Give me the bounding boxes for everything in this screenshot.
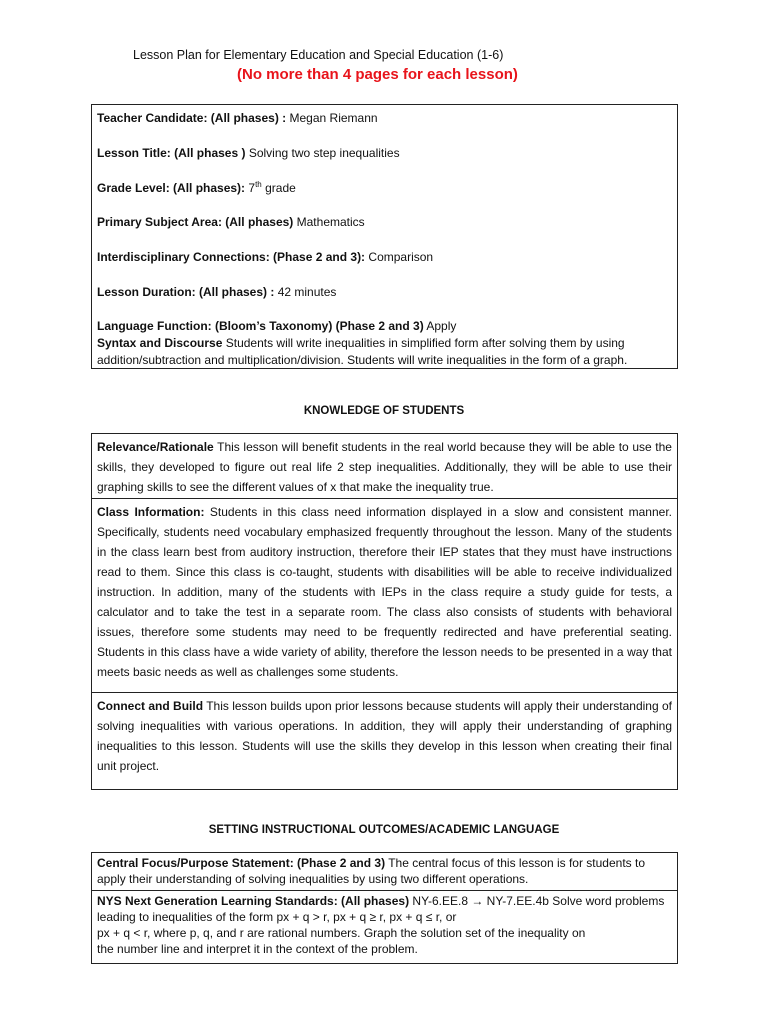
language-function-label: Language Function: (Bloom’s Taxonomy) (Phase 2 and 3) (97, 319, 424, 333)
connect-build-label: Connect and Build (97, 699, 204, 713)
outcomes-section-title: SETTING INSTRUCTIONAL OUTCOMES/ACADEMIC LANGUAGE (208, 824, 560, 836)
duration-value: 42 minutes (277, 285, 337, 299)
knowledge-box (91, 433, 678, 790)
class-info-cell (92, 498, 677, 692)
language-function-row (97, 319, 456, 333)
lesson-title-row (97, 146, 400, 160)
lesson-title-label: Lesson Title: (All phases ) (97, 146, 246, 160)
syntax-row (97, 336, 625, 350)
relevance-label: Relevance/Rationale (97, 440, 214, 454)
central-focus-text-1: The central focus of this lesson is for students to (388, 856, 645, 870)
outcomes-box (91, 852, 678, 964)
connect-build-text: This lesson builds upon prior lessons because students will apply their understanding of solving inequalities with various operations. In addition, they will apply their understanding of graphing inequalities to this lesson. Students will use the skills they develop in this lesson when creating their final unit project. (97, 699, 673, 773)
relevance-text: This lesson will benefit students in the real world because they will be able to use the skills, they developed to figure out real life 2 step inequalities. Additionally, they will be able to use their graphing skills to see the different values of x that make the inequality true. (97, 440, 672, 494)
central-focus-text-2: apply their understanding of solving inequalities by using two different operations. (97, 872, 529, 886)
syntax-text-1: Students will write inequalities in simplified form after solving them by using (225, 336, 625, 350)
document-title: Lesson Plan for Elementary Education and Special Education (1-6) (133, 48, 504, 62)
standards-text-4: the number line and interpret it in the context of the problem. (97, 942, 418, 956)
page-limit-note: (No more than 4 pages for each lesson) (237, 66, 518, 83)
standards-text-3: px + q < r, where p, q, and r are rational numbers. Graph the solution set of the inequality on (97, 926, 586, 940)
syntax-label: Syntax and Discourse (97, 336, 223, 350)
standards-cell (92, 890, 677, 963)
standards-label: NYS Next Generation Learning Standards: (All phases) (97, 894, 410, 908)
subject-value: Mathematics (296, 215, 365, 229)
subject-row (97, 215, 365, 229)
knowledge-section-title: KNOWLEDGE OF STUDENTS (303, 405, 465, 417)
standards-text-1: NY-6.EE.8 → NY-7.EE.4b Solve word problems (412, 894, 665, 908)
teacher-row (97, 111, 378, 125)
standards-text-2: leading to inequalities of the form px + q > r, px + q ≥ r, px + q ≤ r, or (97, 910, 457, 924)
connect-build-cell (92, 692, 677, 789)
language-function-value: Apply (426, 319, 457, 333)
teacher-value: Megan Riemann (289, 111, 378, 125)
subject-label: Primary Subject Area: (All phases) (97, 215, 294, 229)
lesson-title-value: Solving two step inequalities (248, 146, 400, 160)
lesson-info-box (91, 104, 678, 369)
interdisciplinary-row (97, 250, 433, 264)
syntax-row-2 (97, 353, 627, 367)
relevance-cell (92, 434, 677, 498)
grade-value: 7 (248, 181, 256, 195)
duration-label: Lesson Duration: (All phases) : (97, 285, 275, 299)
grade-sup: th (255, 180, 262, 189)
grade-label: Grade Level: (All phases): (97, 181, 246, 195)
central-focus-cell (92, 853, 677, 890)
central-focus-label: Central Focus/Purpose Statement: (Phase 2 and 3) (97, 856, 386, 870)
grade-suffix: grade (265, 181, 296, 195)
teacher-label: Teacher Candidate: (All phases) : (97, 111, 287, 125)
interdisciplinary-value: Comparison (368, 250, 434, 264)
class-info-text: Students in this class need information displayed in a slow and consistent manner. Specifically, students need vocabulary emphasized frequently throughout the lesson. Many of the students in the class learn best from auditory instruction, therefore their IEP states that they must have instructions read to them. Since this class is co-taught, students with disabilities will be able to receive individualized instruction. In addition, many of the students with IEPs in the class require a study guide for tests, a calculator and to take the test in a separate room. The class also consists of students with behavioral issues, therefore some students may need to be frequently redirected and have preferential seating. Students in this class have a wide variety of ability, therefore the lesson needs to be presented in a way that meets basic needs as well as challenges some students. (97, 505, 672, 679)
grade-row (97, 180, 296, 195)
interdisciplinary-label: Interdisciplinary Connections: (Phase 2 and 3): (97, 250, 366, 264)
class-info-label: Class Information: (97, 505, 205, 519)
syntax-text-2: addition/subtraction and multiplication/division. Students will write inequalities in the form of a graph. (97, 353, 628, 367)
duration-row (97, 285, 336, 299)
